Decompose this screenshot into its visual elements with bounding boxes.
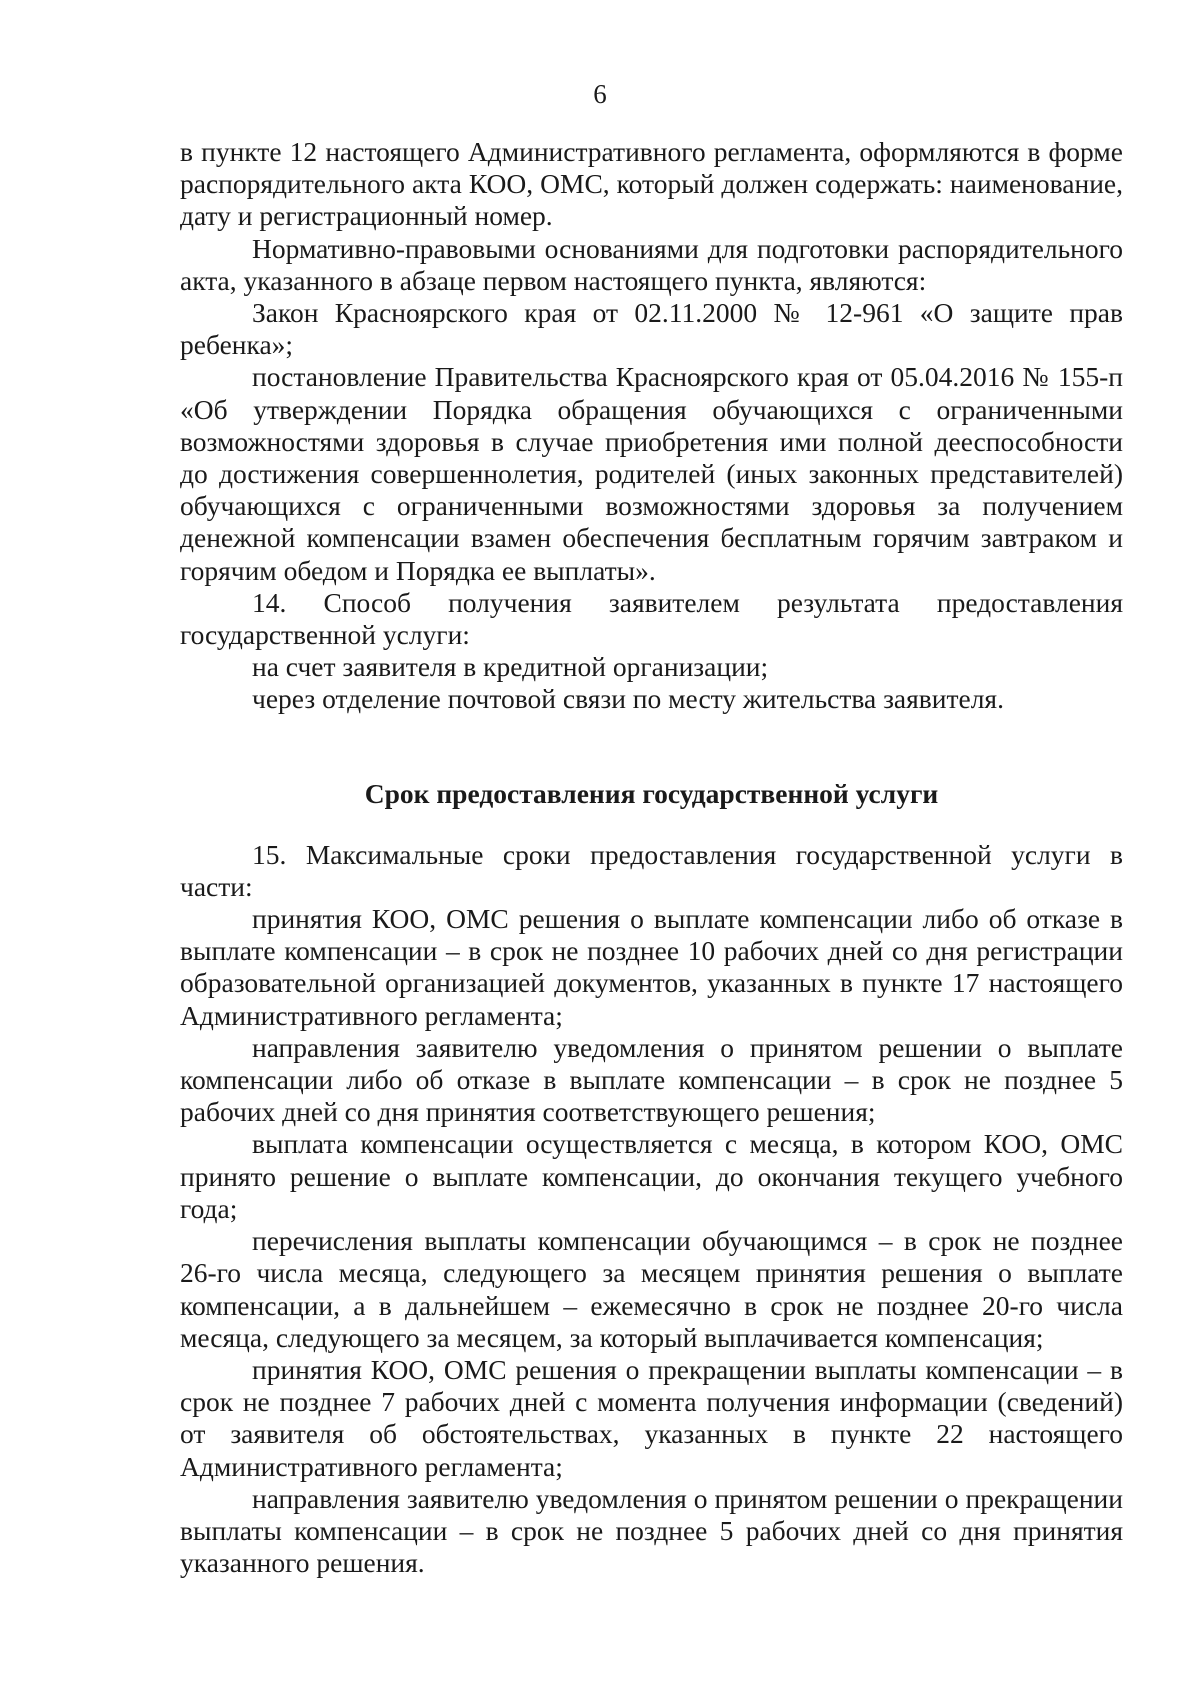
paragraph-deadline-decision: принятия КОО, ОМС решения о выплате компенсации либо об отказе в выплате компенсации – в срок не позднее 10 рабочих дней со дня регистрации образовательной организацией документов, указанных в пункте 17 настоящего Административного регламента;: [180, 903, 1123, 1031]
paragraph-item-15: 15. Максимальные сроки предоставления государственной услуги в части:: [180, 838, 1123, 902]
paragraph-deadline-transfer: перечисления выплаты компенсации обучающимся – в срок не позднее 26-го числа месяца, следующего за месяцем принятия решения о выплате компенсации, а в дальнейшем – ежемесячно в срок не позднее 20-го числа месяца, следующего за месяцем, за который выплачивается компенсация;: [180, 1225, 1123, 1353]
section-heading: Срок предоставления государственной услуги: [364, 777, 939, 809]
paragraph-deadline-notification: направления заявителю уведомления о принятом решении о выплате компенсации либо об отказе в выплате компенсации – в срок не позднее 5 рабочих дней со дня принятия соответствующего решения;: [180, 1031, 1123, 1128]
paragraph-item-14: 14. Способ получения заявителем результата предоставления государственной услуги:: [180, 586, 1123, 651]
paragraph-law-reference: Закон Красноярского края от 02.11.2000 № 12-961 «О защите прав ребенка»;: [180, 297, 1123, 361]
paragraph-deadline-termination-notice: направления заявителю уведомления о принятом решении о прекращении выплаты компенсации – в срок не позднее 5 рабочих дней со дня принятия указанного решения.: [180, 1482, 1123, 1579]
paragraph-payment-period: выплата компенсации осуществляется с месяца, в котором КОО, ОМС принято решение о выплате компенсации, до окончания текущего учебного года;: [180, 1128, 1123, 1224]
paragraph-method-post: через отделение почтовой связи по месту жительства заявителя.: [252, 683, 1004, 715]
paragraph-resolution-reference: постановление Правительства Красноярского края от 05.04.2016 № 155-п «Об утверждении Порядка обращения обучающихся с ограниченными возможностями здоровья в случае приобретения ими полной дееспособности до достижения совершеннолетия, родителей (иных законных представителей) обучающихся с ограниченными возможностями здоровья за получением денежной компенсации взамен обеспечения бесплатным горячим завтраком и горячим обедом и Порядка ее выплаты».: [180, 361, 1123, 586]
spacer: [180, 810, 1123, 839]
paragraph-deadline-termination: принятия КОО, ОМС решения о прекращении выплаты компенсации – в срок не позднее 7 рабочих дней с момента получения информации (сведений) от заявителя об обстоятельствах, указанных в пункте 22 настоящего Административного регламента;: [180, 1353, 1123, 1482]
document-body: [180, 136, 1123, 1579]
spacer: [180, 716, 1123, 778]
paragraph-method-bank: на счет заявителя в кредитной организации;: [252, 651, 769, 683]
page-number: 6: [593, 79, 607, 109]
paragraph-continuation: в пункте 12 настоящего Административного регламента, оформляются в форме распорядительного акта КОО, ОМС, который должен содержать: наименование, дату и регистрационный номер.: [180, 136, 1123, 232]
paragraph-legal-basis: Нормативно-правовыми основаниями для подготовки распорядительного акта, указанного в абзаце первом настоящего пункта, являются:: [180, 232, 1123, 296]
